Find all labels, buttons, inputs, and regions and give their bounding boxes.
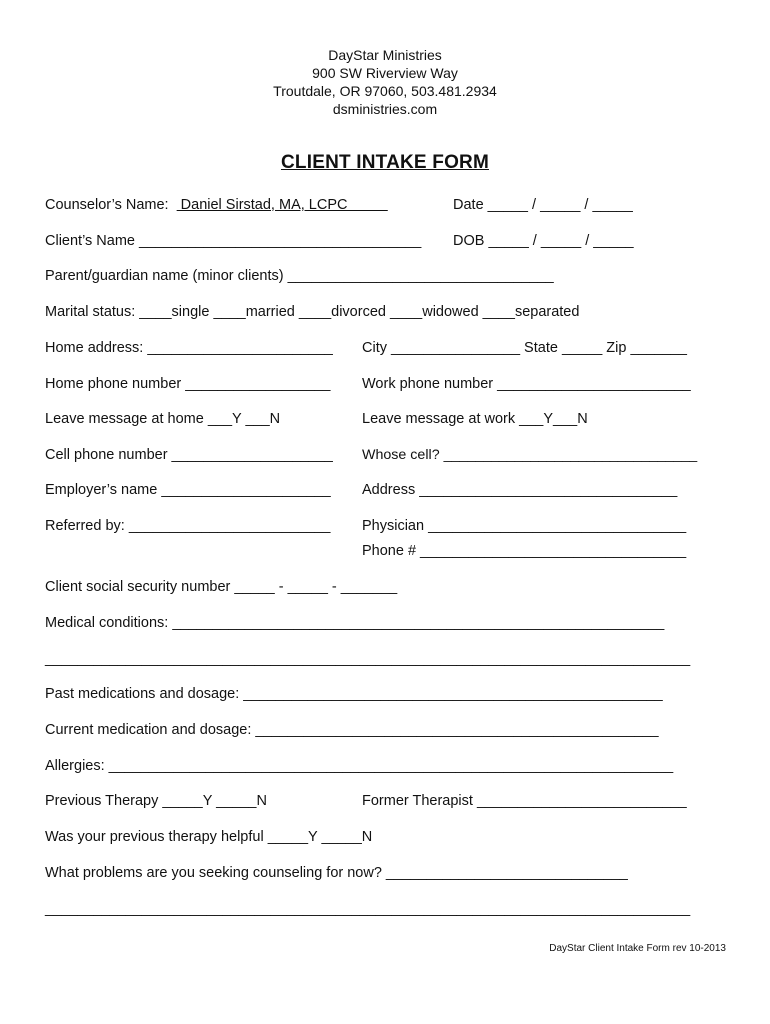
cell-phone-field[interactable]: Cell phone number ____________________ [45,447,333,463]
employer-name-field[interactable]: Employer’s name _____________________ [45,482,331,498]
counselor-value[interactable]: Daniel Sirstad, MA, LCPC [176,197,388,213]
work-phone-field[interactable]: Work phone number ________________________ [362,376,691,392]
client-name-field[interactable]: Client’s Name ___________________________________ [45,233,422,249]
previous-therapy-field[interactable]: Previous Therapy _____Y _____N [45,793,267,809]
form-title: CLIENT INTAKE FORM [280,152,489,173]
physician-phone-field[interactable]: Phone # _________________________________ [362,543,687,559]
org-website: dsministries.com [332,101,438,117]
medical-conditions-field[interactable]: Medical conditions: _____________________________________________________________ [45,615,665,631]
parent-guardian-field[interactable]: Parent/guardian name (minor clients) _________________________________ [45,268,554,284]
former-therapist-field[interactable]: Former Therapist __________________________ [362,793,687,809]
counseling-problems-field[interactable]: What problems are you seeking counseling for now? ______________________________ [45,865,628,881]
home-address-field[interactable]: Home address: _______________________ [45,340,333,356]
counselor-label: Counselor’s Name: [45,197,177,213]
leave-message-home-field[interactable]: Leave message at home ___Y ___N [45,411,281,427]
org-name: DayStar Ministries [328,47,442,63]
dob-field[interactable]: DOB _____ / _____ / _____ [453,233,634,249]
therapy-helpful-field[interactable]: Was your previous therapy helpful _____Y _____N [45,829,373,845]
org-city-phone: Troutdale, OR 97060, 503.481.2934 [273,83,497,99]
counselor-line [45,196,388,214]
date-field[interactable]: Date _____ / _____ / _____ [453,197,633,213]
referred-by-field[interactable]: Referred by: _________________________ [45,518,331,534]
past-medications-field[interactable]: Past medications and dosage: ____________________________________________________ [45,686,663,702]
marital-status-field[interactable]: Marital status: ____single ____married ____divorced ____widowed ____separated [45,304,580,320]
leave-message-work-field[interactable]: Leave message at work ___Y___N [362,411,588,427]
org-street: 900 SW Riverview Way [312,65,458,81]
whose-cell-field[interactable]: Whose cell? ________________________________ [362,447,698,463]
city-state-zip-field[interactable]: City ________________ State _____ Zip _______ [362,340,687,356]
home-phone-field[interactable]: Home phone number __________________ [45,376,331,392]
address-field[interactable]: Address ________________________________ [362,482,678,498]
medical-conditions-continued[interactable]: ________________________________________________________________________________ [45,651,691,667]
physician-field[interactable]: Physician ________________________________ [362,518,687,534]
form-revision-footer: DayStar Client Intake Form rev 10-2013 [549,943,726,954]
allergies-field[interactable]: Allergies: ______________________________________________________________________ [45,758,674,774]
counseling-problems-continued[interactable]: ________________________________________________________________________________ [45,901,691,917]
current-medication-field[interactable]: Current medication and dosage: __________________________________________________ [45,722,659,738]
ssn-field[interactable]: Client social security number _____ - _____ - _______ [45,579,398,595]
